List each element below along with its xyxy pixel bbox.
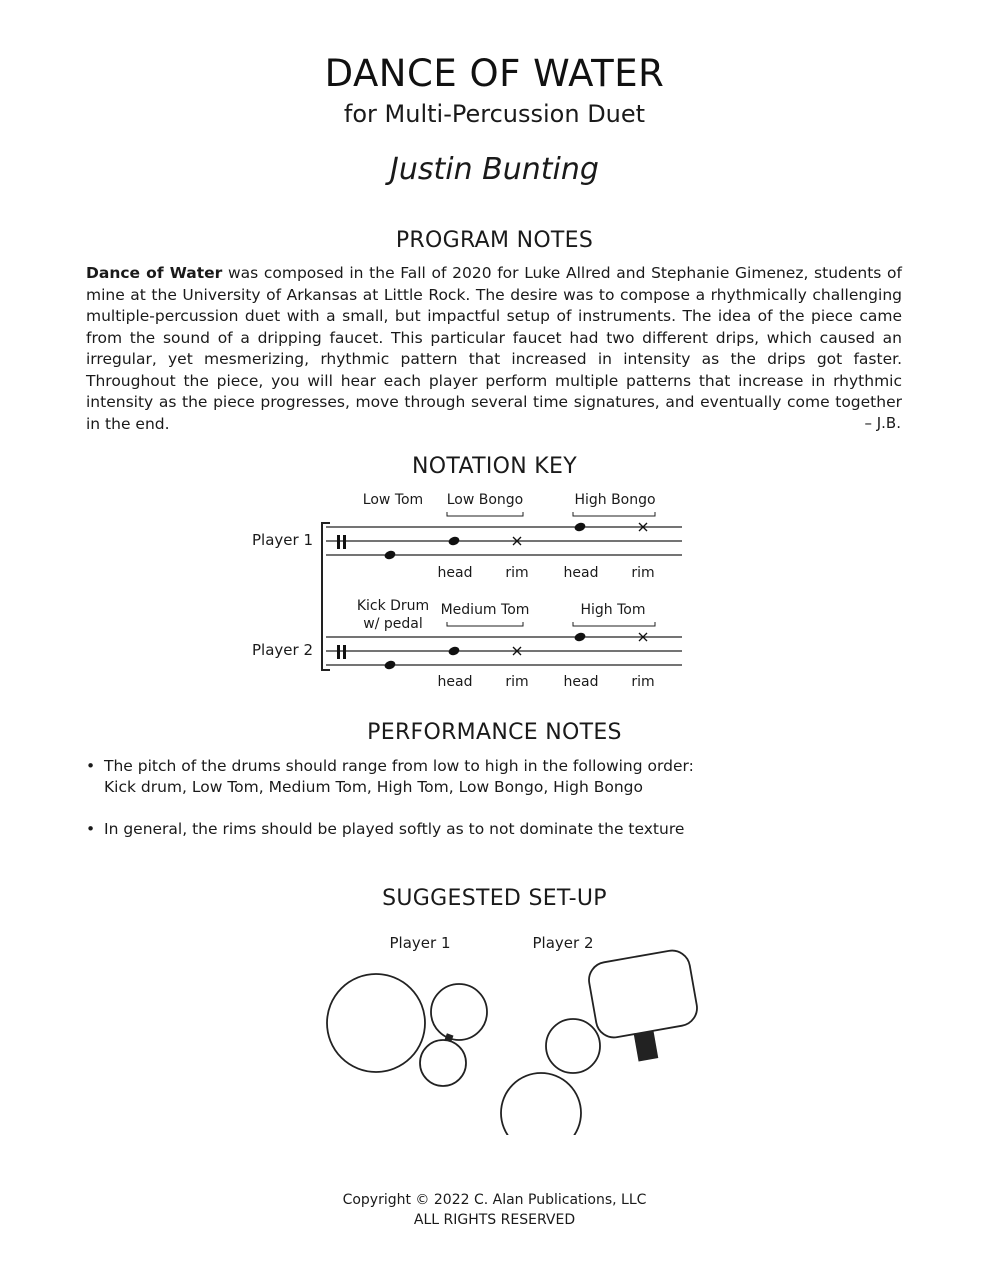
player1-label: Player 1	[252, 531, 313, 549]
high-bongo-bracket	[573, 512, 655, 516]
low-tom-label: Low Tom	[362, 492, 424, 508]
high-tom-head-note	[573, 631, 586, 642]
medium-tom-head-note	[447, 645, 460, 656]
setup-player1-label: Player 1	[389, 934, 451, 952]
note-label: head	[437, 565, 473, 581]
high-tom-drum	[546, 1019, 600, 1073]
high-bongo-label: High Bongo	[574, 492, 656, 508]
low-bongo-bracket	[447, 512, 523, 516]
player2-staff	[252, 598, 682, 690]
low-bongo-drum	[420, 1040, 466, 1086]
high-tom-bracket	[573, 622, 655, 626]
bullet-text: In general, the rims should be played softly as to not dominate the texture	[104, 820, 685, 838]
low-tom-note	[383, 549, 396, 560]
note-label: rim	[505, 674, 529, 690]
note-label: head	[563, 565, 599, 581]
notation-key-heading: NOTATION KEY	[412, 454, 577, 479]
medium-tom-label: Medium Tom	[440, 602, 530, 618]
medium-tom-bracket	[447, 622, 523, 626]
list-item	[86, 819, 906, 840]
system-bracket	[322, 523, 330, 670]
note-label: rim	[631, 565, 655, 581]
low-bongo-head-note	[447, 535, 460, 546]
copyright	[0, 1190, 989, 1230]
low-bongo-label: Low Bongo	[446, 492, 524, 508]
rights-line: ALL RIGHTS RESERVED	[413, 1212, 576, 1228]
kick-pedal	[634, 1030, 659, 1061]
bullet-marker: •	[86, 757, 96, 775]
note-label: head	[437, 674, 473, 690]
high-bongo-drum	[431, 984, 487, 1040]
program-notes-heading: PROGRAM NOTES	[395, 228, 594, 253]
bullet-text: Kick drum, Low Tom, Medium Tom, High Tom, Low Bongo, High Bongo	[104, 778, 643, 796]
setup-diagram	[0, 925, 989, 1135]
program-notes-lead: Dance of Water	[86, 264, 223, 282]
piece-subtitle: for Multi-Percussion Duet	[343, 100, 646, 128]
high-bongo-head-note	[573, 521, 586, 532]
kick-drum-note	[383, 659, 396, 670]
player1-staff	[252, 492, 682, 581]
percussion-clef	[337, 645, 340, 659]
kick-drum-sublabel: w/ pedal	[363, 616, 423, 632]
setup-player2-label: Player 2	[532, 934, 594, 952]
note-label: rim	[631, 674, 655, 690]
low-tom-drum	[327, 974, 425, 1072]
program-notes-body	[86, 263, 902, 435]
player2-label: Player 2	[252, 641, 313, 659]
piece-title: DANCE OF WATER	[324, 52, 665, 95]
bullet-text: The pitch of the drums should range from low to high in the following order:	[104, 757, 694, 775]
kick-drum	[586, 948, 700, 1041]
medium-tom-drum	[501, 1073, 581, 1135]
bullet-marker: •	[86, 820, 96, 838]
kick-drum-label: Kick Drum	[356, 598, 430, 614]
setup-heading: SUGGESTED SET-UP	[382, 886, 607, 911]
high-tom-label: High Tom	[580, 602, 646, 618]
program-notes-text: was composed in the Fall of 2020 for Luke Allred and Stephanie Gimenez, students of mine at the University of Arkansas at Little Rock. The desire was to compose a rhythmically challenging multiple-percussion duet with a small, but impactful setup of instruments. The idea of the piece came from the sound of a dripping faucet. This particular faucet had two different drips, which caused an irregular, yet mesmerizing, rhythmic pattern that increased in intensity as the drips got faster. Throughout the piece, you will hear each player perform multiple patterns that increase in rhythmic intensity as the piece progresses, move through several time signatures, and eventually come together in the end.	[86, 264, 902, 433]
notation-key-diagram	[0, 480, 989, 700]
performance-notes-list	[86, 756, 906, 840]
note-label: rim	[505, 565, 529, 581]
performance-notes-heading: PERFORMANCE NOTES	[367, 720, 622, 745]
program-notes-signature: – J.B.	[864, 414, 901, 432]
percussion-clef	[337, 535, 340, 549]
copyright-line: Copyright © 2022 C. Alan Publications, LLC	[342, 1192, 647, 1208]
list-item	[86, 756, 906, 798]
note-label: head	[563, 674, 599, 690]
composer-name: Justin Bunting	[390, 152, 599, 187]
